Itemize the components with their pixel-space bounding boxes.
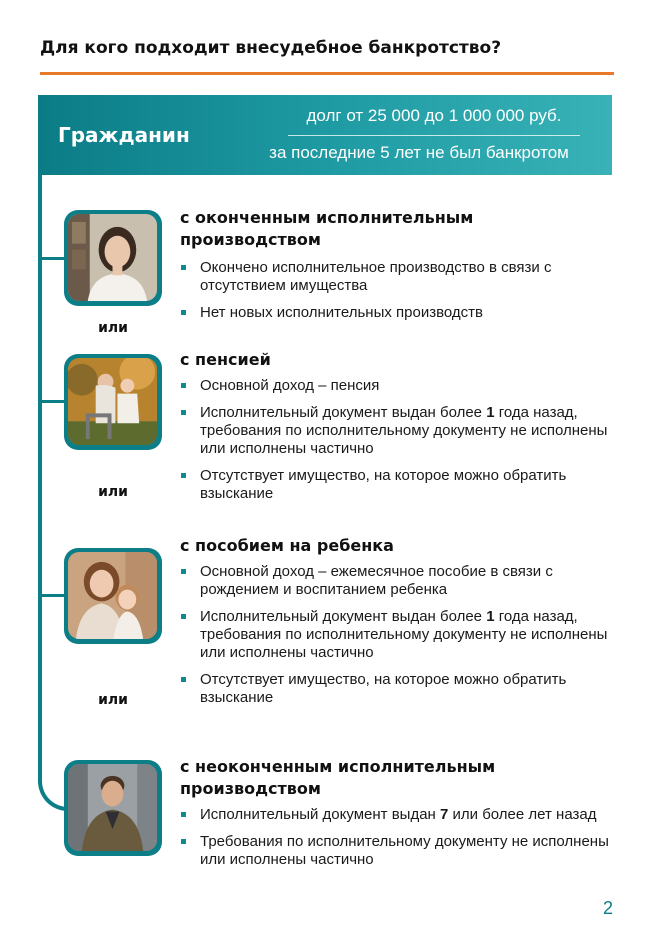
list-item: Отсутствует имущество, на которое можно обратить взыскание [180, 467, 620, 503]
banner-condition-debt: долг от 25 000 до 1 000 000 руб. [306, 106, 562, 125]
banner-divider [288, 135, 580, 136]
list-item: Требования по исполнительному документу не исполнены или исполнены частично [180, 833, 620, 869]
section-title-ongoing-proceedings: с неоконченным исполнительным производством [180, 757, 496, 798]
page-title: Для кого подходит внесудебное банкротство? [40, 38, 502, 58]
section-title-child-benefit: с пособием на ребенка [180, 536, 394, 555]
years-number: 1 [486, 404, 495, 421]
bullet-text: Исполнительный документ выдан более [200, 404, 487, 421]
bullet-text: года назад, требования по исполнительному документу не исполнены или исполнены частично [200, 608, 608, 661]
list-item: Окончено исполнительное производство в связи с отсутствием имущества [180, 259, 620, 295]
citizen-banner [38, 95, 612, 175]
page-number: 2 [602, 898, 613, 918]
section-title-completed-proceedings: с оконченным исполнительным производством [180, 208, 474, 249]
elderly-couple-photo [64, 354, 162, 450]
list-item [180, 806, 620, 824]
list-item [180, 608, 620, 662]
banner-label: Гражданин [58, 123, 190, 147]
section-title-pension: с пенсией [180, 350, 271, 369]
bullet-list-ongoing-proceedings [180, 806, 620, 869]
years-number: 7 [440, 806, 449, 823]
bullet-text: Исполнительный документ выдан [200, 806, 440, 823]
list-item: Основной доход – ежемесячное пособие в связи с рождением и воспитанием ребенка [180, 563, 620, 599]
list-item: Отсутствует имущество, на которое можно обратить взыскание [180, 671, 620, 707]
or-connector-1: или [98, 320, 128, 336]
bullet-text: года назад, требования по исполнительному документу не исполнены или исполнены частично [200, 404, 608, 457]
list-item: Нет новых исполнительных производств [180, 304, 620, 322]
man-outdoor-photo [64, 760, 162, 856]
bullet-text: или более лет назад [448, 806, 597, 823]
bullet-list-child-benefit [180, 563, 620, 707]
or-connector-2: или [98, 484, 128, 500]
banner-condition-history: за последние 5 лет не был банкротом [269, 143, 569, 162]
bullet-list-pension [180, 377, 620, 503]
list-item [180, 404, 620, 458]
young-woman-photo [64, 210, 162, 306]
bullet-text: Исполнительный документ выдан более [200, 608, 487, 625]
or-connector-3: или [98, 692, 128, 708]
bullet-list-completed-proceedings [180, 259, 620, 322]
years-number: 1 [486, 608, 495, 625]
connector-trunk [38, 175, 42, 765]
list-item: Основной доход – пенсия [180, 377, 620, 395]
title-underline [40, 72, 614, 75]
mother-child-photo [64, 548, 162, 644]
